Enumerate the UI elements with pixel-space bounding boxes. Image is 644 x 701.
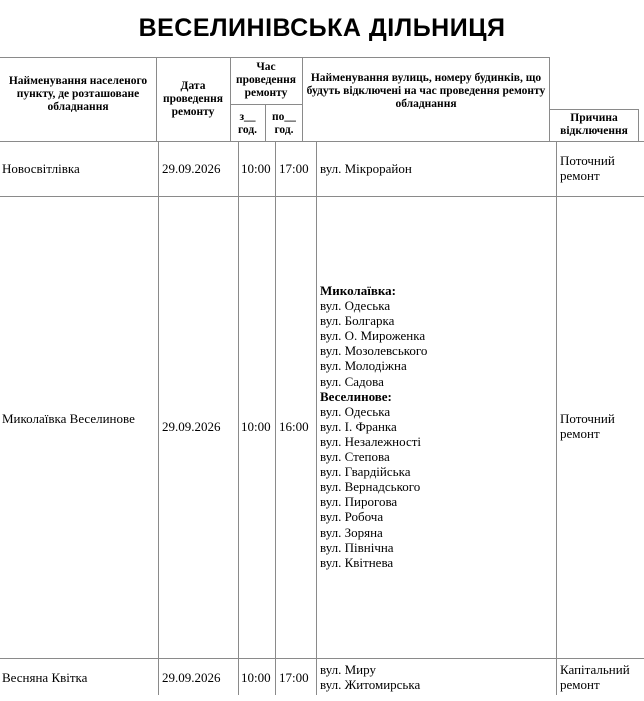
street-item: вул. Вернадського — [320, 479, 421, 495]
header-divider-4 — [302, 57, 303, 141]
street-item: вул. Мікрорайон — [320, 161, 412, 176]
row-date: 29.09.2026 — [162, 419, 221, 434]
header-divider-5 — [549, 57, 550, 141]
street-item: вул. Квітнева — [320, 554, 394, 570]
street-item: вул. Пирогова — [320, 494, 398, 510]
row-time-from: 10:00 — [241, 161, 271, 176]
row-streets — [320, 662, 554, 692]
row-2-bottom-border — [0, 658, 644, 659]
header-time: Час проведення ремонту — [235, 61, 297, 99]
street-item: вул. Молодіжна — [320, 358, 407, 374]
table-top-border — [0, 57, 549, 58]
street-item: вул. Болгарка — [320, 313, 395, 329]
street-item: вул. Одеська — [320, 298, 391, 314]
street-item: вул. Степова — [320, 449, 390, 465]
street-item: вул. Одеська — [320, 403, 391, 419]
street-item: вул. О. Мироженка — [320, 328, 426, 344]
header-bottom-border — [0, 141, 644, 142]
street-item: вул. Садова — [320, 373, 384, 389]
street-item: вул. Гвардійська — [320, 464, 411, 480]
body-divider-1 — [158, 141, 159, 695]
body-divider-3 — [275, 141, 276, 695]
street-item: вул. І. Франка — [320, 418, 397, 434]
row-reason: Поточний ремонт — [560, 153, 615, 183]
street-item: вул. Миру — [320, 662, 376, 677]
row-location: Весняна Квітка — [2, 670, 88, 685]
street-item: вул. Житомирська — [320, 677, 421, 693]
street-item: вул. Мозолевського — [320, 343, 428, 359]
body-divider-4 — [316, 141, 317, 695]
header-from: з__ год. — [237, 111, 258, 136]
row-time-from: 10:00 — [241, 670, 271, 685]
row-streets — [320, 283, 554, 570]
street-item: вул. Незалежності — [320, 433, 422, 449]
row-date: 29.09.2026 — [162, 161, 221, 176]
row-reason: Поточний ремонт — [560, 411, 615, 441]
header-divider-1 — [156, 57, 157, 141]
town-name: Миколаївка: — [320, 283, 396, 298]
header-location: Найменування населеного пункту, де розташоване обладнання — [8, 75, 148, 113]
row-1-bottom-border — [0, 196, 644, 197]
street-item: вул. Зоряна — [320, 524, 383, 540]
reason-header-top-border — [549, 109, 639, 110]
row-streets — [320, 161, 554, 176]
header-divider-3 — [265, 104, 266, 141]
row-time-to: 17:00 — [279, 161, 309, 176]
header-to: по__ год. — [272, 111, 296, 136]
header-date: Дата проведення ремонту — [162, 80, 224, 118]
row-time-from: 10:00 — [241, 419, 271, 434]
header-streets: Найменування вулиць, номеру будинків, що будуть відключені на час проведення ремонту обладнання — [306, 72, 546, 110]
row-time-to: 17:00 — [279, 670, 309, 685]
body-divider-2 — [238, 141, 239, 695]
body-divider-5 — [556, 141, 557, 695]
town-name: Веселинове: — [320, 388, 392, 404]
row-date: 29.09.2026 — [162, 670, 221, 685]
page-title: ВЕСЕЛИНІВСЬКА ДІЛЬНИЦЯ — [138, 14, 506, 42]
header-divider-2 — [230, 57, 231, 141]
row-reason: Капітальний ремонт — [560, 662, 630, 692]
row-time-to: 16:00 — [279, 419, 309, 434]
header-divider-6 — [638, 109, 639, 141]
row-location: Миколаївка Веселинове — [2, 411, 135, 426]
street-item: вул. Північна — [320, 539, 394, 555]
street-item: вул. Робоча — [320, 509, 384, 525]
header-reason: Причина відключення — [560, 112, 628, 137]
row-location: Новосвітлівка — [2, 161, 80, 176]
time-subheader-divider — [230, 104, 302, 105]
